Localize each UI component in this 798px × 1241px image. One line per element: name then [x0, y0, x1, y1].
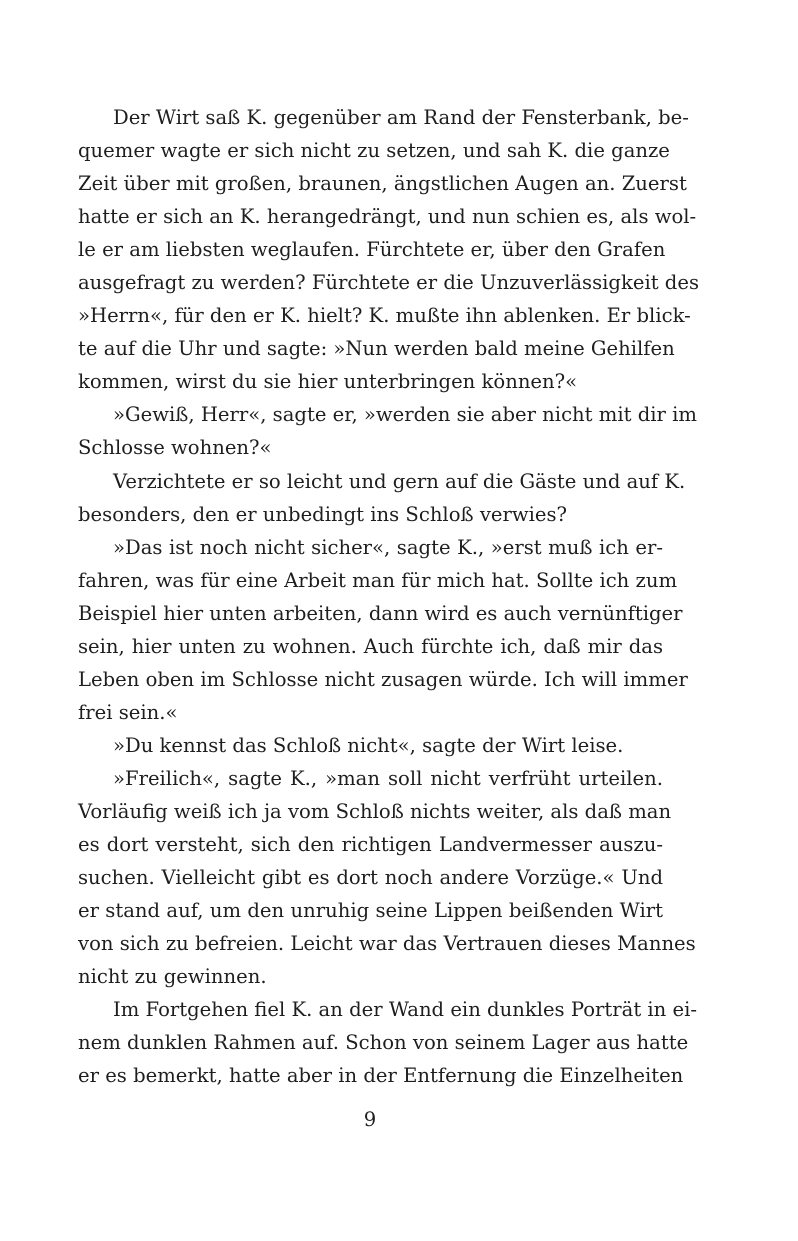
text-line: »Herrn«, für den er K. hielt? K. mußte ihn ablenken. Er blick- [78, 304, 691, 328]
text-line: Der Wirt saß K. gegenüber am Rand der Fensterbank, be- [113, 106, 689, 129]
text-line: frei sein.« [78, 700, 178, 724]
text-line: Leben oben im Schlosse nicht zusagen würde. Ich will immer [78, 667, 688, 691]
text-line: le er am liebsten weglaufen. Fürchtete er, über den Grafen [78, 238, 666, 262]
text-line: nicht zu gewinnen. [78, 965, 267, 989]
text-line: es dort versteht, sich den richtigen Landvermesser auszu- [78, 833, 663, 857]
text-line: sein, hier unten zu wohnen. Auch fürchte ich, daß mir das [78, 634, 663, 658]
text-line: te auf die Uhr und sagte: »Nun werden bald meine Gehilfen [78, 337, 675, 361]
text-line: er stand auf, um den unruhig seine Lippen beißenden Wirt [78, 899, 663, 923]
text-line: Vorläufig weiß ich ja vom Schloß nichts weiter, als daß man [78, 799, 672, 823]
text-line: quemer wagte er sich nicht zu setzen, und sah K. die ganze [78, 139, 670, 163]
text-line: nem dunklen Rahmen auf. Schon von seinem Lager aus hatte [78, 1031, 689, 1055]
text-line: »Du kennst das Schloß nicht«, sagte der Wirt leise. [113, 733, 624, 757]
text-line: hatte er sich an K. herangedrängt, und nun schien es, als wol- [78, 205, 697, 229]
text-line: kommen, wirst du sie hier unterbringen können?« [78, 370, 578, 394]
text-line: Beispiel hier unten arbeiten, dann wird es auch vernünftiger [78, 601, 683, 625]
text-line: er es bemerkt, hatte aber in der Entfernung die Einzelheiten [78, 1064, 684, 1088]
text-line: Zeit über mit großen, braunen, ängstlichen Augen an. Zuerst [78, 172, 687, 196]
text-line: ausgefragt zu werden? Fürchtete er die Unzuverlässigkeit des [78, 271, 700, 295]
text-line: Verzichtete er so leicht und gern auf die Gäste und auf K. [113, 469, 686, 493]
page-number: 9 [363, 1108, 377, 1131]
text-line: suchen. Vielleicht gibt es dort noch andere Vorzüge.« Und [78, 866, 663, 890]
text-line: »Gewiß, Herr«, sagte er, »werden sie aber nicht mit dir im [113, 403, 697, 427]
text-line: von sich zu befreien. Leicht war das Vertrauen dieses Mannes [78, 932, 696, 956]
body-text [78, 101, 700, 1092]
text-line: fahren, was für eine Arbeit man für mich hat. Sollte ich zum [78, 568, 678, 592]
text-line: Schlosse wohnen?« [78, 436, 272, 460]
text-line: »Das ist noch nicht sicher«, sagte K., »erst muß ich er- [113, 535, 663, 559]
text-line: besonders, den er unbedingt ins Schloß verwies? [78, 502, 568, 526]
text-line: »Freilich«, sagte K., »man soll nicht verfrüht urteilen. [113, 766, 663, 790]
text-line: Im Fortgehen fiel K. an der Wand ein dunkles Porträt in ei- [113, 998, 698, 1022]
